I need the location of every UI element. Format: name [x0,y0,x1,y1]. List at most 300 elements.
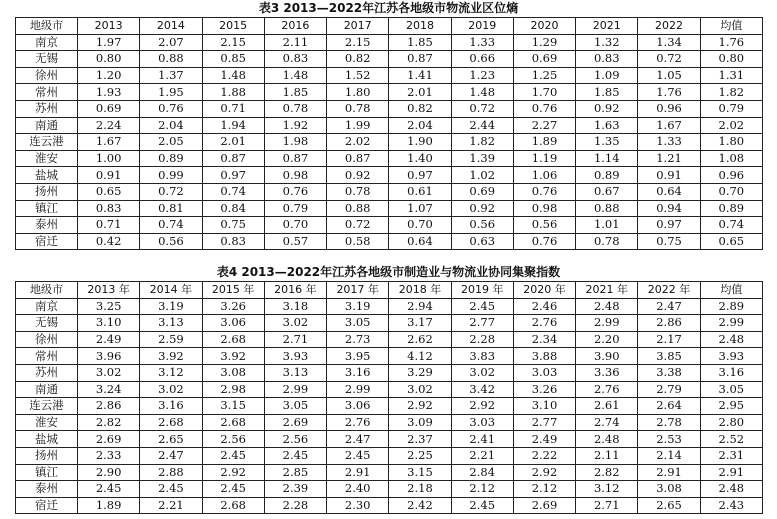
value-cell: 2.56 [202,431,264,448]
value-cell: 3.02 [140,381,202,398]
value-cell: 3.09 [389,414,451,431]
value-cell: 0.96 [638,100,700,117]
value-cell: 3.03 [513,364,575,381]
value-cell: 2.99 [700,315,762,332]
value-cell: 0.82 [327,51,389,68]
value-cell: 0.89 [140,150,202,167]
table-row [16,398,763,415]
value-cell: 0.64 [389,233,451,250]
table3-header-cell: 2021 [576,18,638,35]
value-cell: 0.63 [451,233,513,250]
table3-header-cell: 2020 [513,18,575,35]
city-name-cell: 泰州 [16,481,78,498]
value-cell: 1.89 [78,497,140,514]
value-cell: 2.21 [451,447,513,464]
value-cell: 1.35 [576,134,638,151]
value-cell: 0.42 [78,233,140,250]
value-cell: 2.99 [327,381,389,398]
value-cell: 2.01 [202,134,264,151]
value-cell: 2.53 [638,431,700,448]
table3-header-cell: 2022 [638,18,700,35]
table4-header-cell: 2013 年 [78,282,140,299]
table-row [16,233,763,250]
value-cell: 2.17 [638,331,700,348]
value-cell: 1.32 [576,34,638,51]
table3-header-cell: 2018 [389,18,451,35]
value-cell: 3.38 [638,364,700,381]
value-cell: 2.46 [513,298,575,315]
value-cell: 0.76 [140,100,202,117]
value-cell: 1.19 [513,150,575,167]
value-cell: 0.97 [389,167,451,184]
value-cell: 2.39 [264,481,326,498]
value-cell: 1.31 [700,67,762,84]
city-name-cell: 镇江 [16,200,78,217]
value-cell: 0.72 [327,217,389,234]
value-cell: 2.82 [78,414,140,431]
table-row [16,100,763,117]
table-row [16,134,763,151]
table3-body [16,34,763,250]
value-cell: 1.48 [264,67,326,84]
table3-header-cell: 2013 [78,18,140,35]
value-cell: 2.43 [700,497,762,514]
value-cell: 2.86 [638,315,700,332]
table-row [16,117,763,134]
table3-caption: 表3 2013—2022年江苏各地级市物流业区位熵 [258,1,519,15]
table4-coagglomeration-index [15,281,763,514]
value-cell: 3.90 [576,348,638,365]
value-cell: 3.15 [389,464,451,481]
value-cell: 2.48 [700,331,762,348]
value-cell: 3.85 [638,348,700,365]
value-cell: 0.79 [264,200,326,217]
value-cell: 1.99 [327,117,389,134]
value-cell: 3.13 [264,364,326,381]
value-cell: 2.91 [327,464,389,481]
value-cell: 0.56 [451,217,513,234]
value-cell: 2.98 [202,381,264,398]
value-cell: 1.82 [451,134,513,151]
value-cell: 2.47 [140,447,202,464]
city-name-cell: 常州 [16,348,78,365]
value-cell: 3.93 [700,348,762,365]
value-cell: 1.01 [576,217,638,234]
value-cell: 1.39 [451,150,513,167]
value-cell: 2.48 [700,481,762,498]
value-cell: 1.02 [451,167,513,184]
table3-location-quotient [15,17,763,250]
value-cell: 0.87 [264,150,326,167]
value-cell: 2.76 [327,414,389,431]
value-cell: 3.19 [327,298,389,315]
value-cell: 2.65 [638,497,700,514]
value-cell: 2.45 [202,447,264,464]
value-cell: 1.76 [700,34,762,51]
value-cell: 0.74 [700,217,762,234]
value-cell: 0.72 [140,183,202,200]
value-cell: 4.12 [389,348,451,365]
value-cell: 2.04 [389,117,451,134]
value-cell: 2.45 [78,481,140,498]
value-cell: 3.36 [576,364,638,381]
value-cell: 3.29 [389,364,451,381]
value-cell: 1.85 [264,84,326,101]
value-cell: 2.11 [576,447,638,464]
value-cell: 0.76 [513,183,575,200]
value-cell: 2.92 [451,398,513,415]
table4-header-cell: 2017 年 [327,282,389,299]
value-cell: 0.81 [140,200,202,217]
value-cell: 1.76 [638,84,700,101]
value-cell: 1.97 [78,34,140,51]
value-cell: 0.83 [264,51,326,68]
value-cell: 0.82 [389,100,451,117]
table4-header-row [16,282,763,299]
value-cell: 2.24 [78,117,140,134]
value-cell: 2.45 [327,447,389,464]
value-cell: 3.92 [202,348,264,365]
table-row [16,183,763,200]
value-cell: 3.19 [140,298,202,315]
value-cell: 2.61 [576,398,638,415]
value-cell: 2.74 [576,414,638,431]
value-cell: 2.68 [202,331,264,348]
value-cell: 1.33 [638,134,700,151]
value-cell: 2.89 [700,298,762,315]
table-row [16,414,763,431]
value-cell: 0.78 [327,183,389,200]
table4-header-cell: 均值 [700,282,762,299]
value-cell: 1.09 [576,67,638,84]
table4-body [16,298,763,514]
table4-header-cell: 2021 年 [576,282,638,299]
value-cell: 2.40 [327,481,389,498]
value-cell: 2.48 [576,298,638,315]
value-cell: 0.89 [700,200,762,217]
value-cell: 0.61 [389,183,451,200]
value-cell: 0.64 [638,183,700,200]
table3-header-cell: 2017 [327,18,389,35]
value-cell: 3.02 [264,315,326,332]
value-cell: 3.15 [202,398,264,415]
value-cell: 0.69 [451,183,513,200]
value-cell: 2.41 [451,431,513,448]
value-cell: 1.95 [140,84,202,101]
value-cell: 1.93 [78,84,140,101]
table-row [16,464,763,481]
value-cell: 2.92 [202,464,264,481]
city-name-cell: 南京 [16,298,78,315]
value-cell: 1.67 [638,117,700,134]
value-cell: 1.40 [389,150,451,167]
city-name-cell: 徐州 [16,67,78,84]
table3-header-cell: 2015 [202,18,264,35]
table-row [16,67,763,84]
value-cell: 0.57 [264,233,326,250]
table3-header-cell: 地级市 [16,18,78,35]
value-cell: 2.47 [327,431,389,448]
value-cell: 1.80 [700,134,762,151]
table3-header-cell: 2019 [451,18,513,35]
value-cell: 0.97 [638,217,700,234]
table-row [16,298,763,315]
value-cell: 0.91 [638,167,700,184]
value-cell: 2.11 [264,34,326,51]
table3-header-cell: 2014 [140,18,202,35]
value-cell: 2.77 [513,414,575,431]
value-cell: 2.69 [513,497,575,514]
value-cell: 1.85 [389,34,451,51]
value-cell: 2.84 [451,464,513,481]
value-cell: 1.92 [264,117,326,134]
value-cell: 3.02 [451,364,513,381]
value-cell: 2.27 [513,117,575,134]
value-cell: 0.74 [202,183,264,200]
value-cell: 1.90 [389,134,451,151]
city-name-cell: 淮安 [16,150,78,167]
value-cell: 1.98 [264,134,326,151]
table4-header-cell: 2019 年 [451,282,513,299]
city-name-cell: 南京 [16,34,78,51]
city-name-cell: 扬州 [16,447,78,464]
value-cell: 3.24 [78,381,140,398]
value-cell: 0.96 [700,167,762,184]
value-cell: 1.52 [327,67,389,84]
value-cell: 3.05 [327,315,389,332]
value-cell: 3.96 [78,348,140,365]
value-cell: 2.79 [638,381,700,398]
value-cell: 2.15 [202,34,264,51]
value-cell: 0.69 [78,100,140,117]
value-cell: 2.85 [264,464,326,481]
value-cell: 2.77 [451,315,513,332]
value-cell: 3.08 [202,364,264,381]
value-cell: 0.83 [576,51,638,68]
value-cell: 2.80 [700,414,762,431]
value-cell: 2.94 [389,298,451,315]
table-row [16,84,763,101]
value-cell: 2.02 [327,134,389,151]
city-name-cell: 镇江 [16,464,78,481]
value-cell: 1.05 [638,67,700,84]
table-row [16,315,763,332]
value-cell: 3.18 [264,298,326,315]
value-cell: 2.02 [700,117,762,134]
city-name-cell: 常州 [16,84,78,101]
value-cell: 2.45 [202,481,264,498]
value-cell: 0.70 [389,217,451,234]
value-cell: 3.92 [140,348,202,365]
value-cell: 1.70 [513,84,575,101]
value-cell: 0.83 [202,233,264,250]
value-cell: 1.48 [451,84,513,101]
value-cell: 2.73 [327,331,389,348]
value-cell: 0.65 [78,183,140,200]
value-cell: 2.49 [78,331,140,348]
value-cell: 0.66 [451,51,513,68]
value-cell: 0.92 [451,200,513,217]
table4-header-cell: 2020 年 [513,282,575,299]
value-cell: 1.89 [513,134,575,151]
table-row [16,200,763,217]
value-cell: 0.84 [202,200,264,217]
city-name-cell: 苏州 [16,364,78,381]
value-cell: 2.25 [389,447,451,464]
value-cell: 1.14 [576,150,638,167]
value-cell: 2.15 [327,34,389,51]
value-cell: 1.33 [451,34,513,51]
value-cell: 0.80 [78,51,140,68]
table-row [16,348,763,365]
table-row [16,431,763,448]
value-cell: 1.48 [202,67,264,84]
value-cell: 1.08 [700,150,762,167]
value-cell: 1.34 [638,34,700,51]
table4-caption: 表4 2013—2022年江苏各地级市制造业与物流业协同集聚指数 [216,265,561,279]
value-cell: 2.45 [264,447,326,464]
value-cell: 0.80 [700,51,762,68]
value-cell: 1.06 [513,167,575,184]
table4-header-cell: 2018 年 [389,282,451,299]
city-name-cell: 无锡 [16,51,78,68]
value-cell: 2.45 [451,298,513,315]
value-cell: 2.34 [513,331,575,348]
table-row [16,217,763,234]
value-cell: 2.31 [700,447,762,464]
city-name-cell: 连云港 [16,134,78,151]
value-cell: 0.88 [576,200,638,217]
value-cell: 0.92 [327,167,389,184]
table-row [16,150,763,167]
city-name-cell: 宿迁 [16,497,78,514]
value-cell: 3.13 [140,315,202,332]
value-cell: 2.45 [140,481,202,498]
value-cell: 0.78 [327,100,389,117]
value-cell: 2.59 [140,331,202,348]
value-cell: 0.75 [202,217,264,234]
value-cell: 3.93 [264,348,326,365]
value-cell: 3.16 [140,398,202,415]
value-cell: 0.71 [78,217,140,234]
value-cell: 1.67 [78,134,140,151]
value-cell: 3.17 [389,315,451,332]
value-cell: 2.33 [78,447,140,464]
value-cell: 2.28 [451,331,513,348]
value-cell: 1.20 [78,67,140,84]
value-cell: 0.92 [576,100,638,117]
table-row [16,34,763,51]
value-cell: 2.78 [638,414,700,431]
value-cell: 2.28 [264,497,326,514]
value-cell: 3.10 [78,315,140,332]
table-row [16,481,763,498]
value-cell: 3.95 [327,348,389,365]
value-cell: 2.47 [638,298,700,315]
value-cell: 2.64 [638,398,700,415]
value-cell: 1.37 [140,67,202,84]
value-cell: 1.80 [327,84,389,101]
value-cell: 3.88 [513,348,575,365]
value-cell: 2.88 [140,464,202,481]
value-cell: 2.71 [576,497,638,514]
value-cell: 2.05 [140,134,202,151]
value-cell: 2.92 [513,464,575,481]
value-cell: 2.99 [264,381,326,398]
value-cell: 2.04 [140,117,202,134]
value-cell: 2.12 [451,481,513,498]
table4-header-cell: 2015 年 [202,282,264,299]
value-cell: 2.22 [513,447,575,464]
table4-header-cell: 2022 年 [638,282,700,299]
value-cell: 3.26 [513,381,575,398]
value-cell: 2.76 [513,315,575,332]
city-name-cell: 南通 [16,381,78,398]
value-cell: 0.83 [78,200,140,217]
table-row [16,167,763,184]
value-cell: 0.98 [264,167,326,184]
value-cell: 0.94 [638,200,700,217]
value-cell: 2.86 [78,398,140,415]
table-row [16,447,763,464]
value-cell: 1.29 [513,34,575,51]
value-cell: 0.75 [638,233,700,250]
table3-header-row [16,18,763,35]
value-cell: 3.12 [576,481,638,498]
city-name-cell: 扬州 [16,183,78,200]
city-name-cell: 南通 [16,117,78,134]
value-cell: 0.79 [700,100,762,117]
value-cell: 2.91 [700,464,762,481]
city-name-cell: 宿迁 [16,233,78,250]
value-cell: 0.56 [513,217,575,234]
value-cell: 3.06 [327,398,389,415]
value-cell: 2.91 [638,464,700,481]
value-cell: 0.56 [140,233,202,250]
table4-header-cell: 地级市 [16,282,78,299]
value-cell: 0.76 [513,233,575,250]
value-cell: 2.95 [700,398,762,415]
value-cell: 2.49 [513,431,575,448]
value-cell: 0.91 [78,167,140,184]
value-cell: 1.82 [700,84,762,101]
value-cell: 3.02 [389,381,451,398]
value-cell: 2.99 [576,315,638,332]
value-cell: 2.69 [264,414,326,431]
value-cell: 2.21 [140,497,202,514]
value-cell: 0.76 [513,100,575,117]
value-cell: 0.70 [264,217,326,234]
value-cell: 2.52 [700,431,762,448]
value-cell: 1.41 [389,67,451,84]
value-cell: 3.06 [202,315,264,332]
value-cell: 2.68 [202,414,264,431]
value-cell: 2.68 [202,497,264,514]
table-row [16,497,763,514]
value-cell: 0.74 [140,217,202,234]
value-cell: 0.89 [576,167,638,184]
value-cell: 0.98 [513,200,575,217]
city-name-cell: 淮安 [16,414,78,431]
value-cell: 1.63 [576,117,638,134]
city-name-cell: 无锡 [16,315,78,332]
value-cell: 1.25 [513,67,575,84]
value-cell: 3.05 [700,381,762,398]
value-cell: 0.70 [700,183,762,200]
value-cell: 0.76 [264,183,326,200]
value-cell: 1.00 [78,150,140,167]
value-cell: 2.82 [576,464,638,481]
